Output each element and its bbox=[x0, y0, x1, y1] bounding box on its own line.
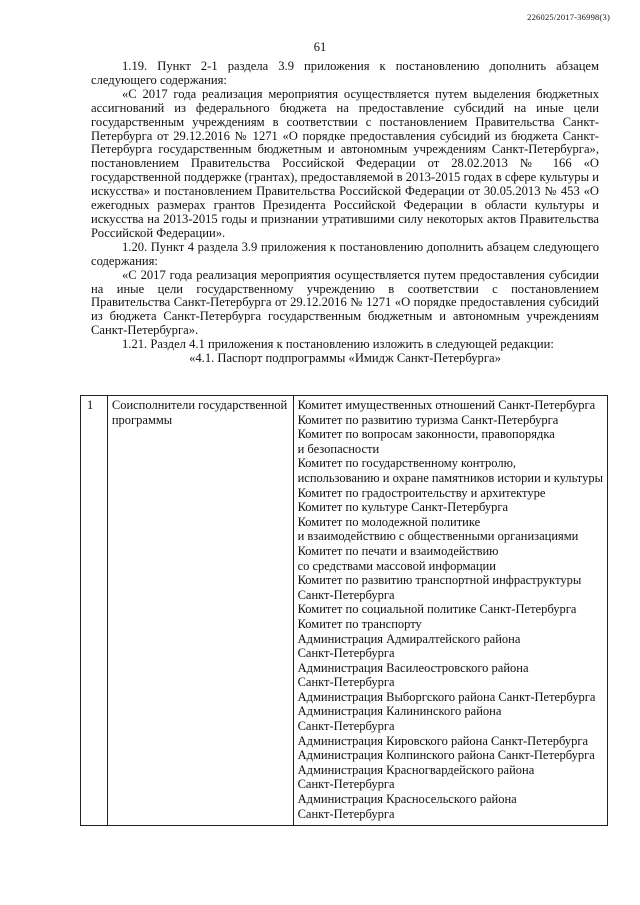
paragraph-1-20-text: «С 2017 года реализация мероприятия осуществляется путем предоставления субсидии на иные цели государственному учреждению в соответствии с постановлением Правительства Санкт-Петербурга от 29.12.2016 № 1271 «О порядке предоставления субсидий из бюджета Санкт-Петербурга государственным бюджетным и автономным учреждениям Санкт-Петербурга». bbox=[91, 267, 599, 338]
list-item: Санкт-Петербурга bbox=[297, 777, 395, 792]
list-item: Администрация Адмиралтейского района bbox=[297, 631, 521, 646]
list-item: Комитет по печати и взаимодействию bbox=[297, 543, 499, 558]
executors-list bbox=[293, 396, 607, 826]
list-item: Комитет по градостроительству и архитектуре bbox=[297, 485, 546, 500]
paragraph-1-21: 1.21. Раздел 4.1 приложения к постановлению изложить в следующей редакции: bbox=[122, 337, 554, 352]
list-item: Администрация Выборгского района Санкт-Петербурга bbox=[297, 689, 596, 704]
list-item: Администрация Кировского района Санкт-Петербурга bbox=[297, 733, 589, 748]
list-item: Комитет по культуре Санкт-Петербурга bbox=[297, 500, 509, 515]
list-item: Комитет по государственному контролю, bbox=[297, 456, 517, 471]
section-title: «4.1. Паспорт подпрограммы «Имидж Санкт-Петербурга» bbox=[189, 351, 501, 366]
table-row bbox=[81, 396, 608, 826]
document-body bbox=[91, 60, 599, 366]
paragraph-1-19: 1.19. Пункт 2-1 раздела 3.9 приложения к постановлению дополнить абзацем следующего содержания: bbox=[91, 59, 599, 87]
list-item: Администрация Калининского района bbox=[297, 704, 502, 719]
list-item: Комитет по транспорту bbox=[297, 616, 422, 631]
list-item: со средствами массовой информации bbox=[297, 558, 496, 573]
paragraph-1-19-text: «С 2017 года реализация мероприятия осуществляется путем выделения бюджетных ассигнований из федерального бюджета на предоставление субсидий на иные цели государственным учреждениям в соответствии с постановлением Правительства Санкт-Петербурга от 29.12.2016 № 1271 «О порядке предоставления субсидий из бюджета Санкт-Петербурга государственным бюджетным и автономным учреждениям Санкт-Петербурга», постановлением Правительства Российской Федерации от 28.02.2013 № 166 «О государственной поддержке (грантах), предоставляемой в 2013-2015 годах в сфере культуры и искусства» и постановлением Правительства Российской Федерации от 30.05.2013 № 453 «О ежегодных размерах грантов Президента Российской Федерации в области культуры и искусства на 2013-2015 годы и признании утратившими силу некоторых актов Правительства Российской Федерации». bbox=[91, 86, 599, 240]
document-number: 226025/2017-36998(3) bbox=[527, 12, 610, 22]
list-item: Санкт-Петербурга bbox=[297, 719, 395, 734]
list-item: Комитет имущественных отношений Санкт-Петербурга bbox=[297, 398, 596, 412]
list-item: Комитет по молодежной политике bbox=[297, 514, 481, 529]
list-item: Комитет по вопросам законности, правопорядка bbox=[297, 427, 555, 442]
list-item: Комитет по развитию туризма Санкт-Петербурга bbox=[297, 412, 559, 427]
list-item: Санкт-Петербурга bbox=[297, 806, 395, 821]
list-item: Администрация Красногвардейского района bbox=[297, 762, 535, 777]
list-item: Администрация Василеостровского района bbox=[297, 660, 529, 675]
list-item: Санкт-Петербурга bbox=[297, 587, 395, 602]
list-item: Санкт-Петербурга bbox=[297, 675, 395, 690]
list-item: Санкт-Петербурга bbox=[297, 646, 395, 661]
list-item: и взаимодействию с общественными организациями bbox=[297, 529, 579, 544]
row-number: 1 bbox=[81, 396, 108, 826]
list-item: Комитет по социальной политике Санкт-Петербурга bbox=[297, 602, 577, 617]
list-item: Администрация Колпинского района Санкт-Петербурга bbox=[297, 748, 595, 763]
list-item: использованию и охране памятников истории и культуры bbox=[297, 470, 603, 485]
list-item: Комитет по развитию транспортной инфраструктуры bbox=[297, 573, 582, 588]
page-number: 61 bbox=[313, 40, 327, 54]
list-item: и безопасности bbox=[297, 441, 380, 456]
subprogram-passport-table bbox=[80, 395, 608, 826]
paragraph-1-20: 1.20. Пункт 4 раздела 3.9 приложения к постановлению дополнить абзацем следующего содержания: bbox=[91, 239, 599, 268]
list-item: Администрация Красносельского района bbox=[297, 792, 517, 807]
row-label: Соисполнители государственной программы bbox=[107, 396, 293, 826]
